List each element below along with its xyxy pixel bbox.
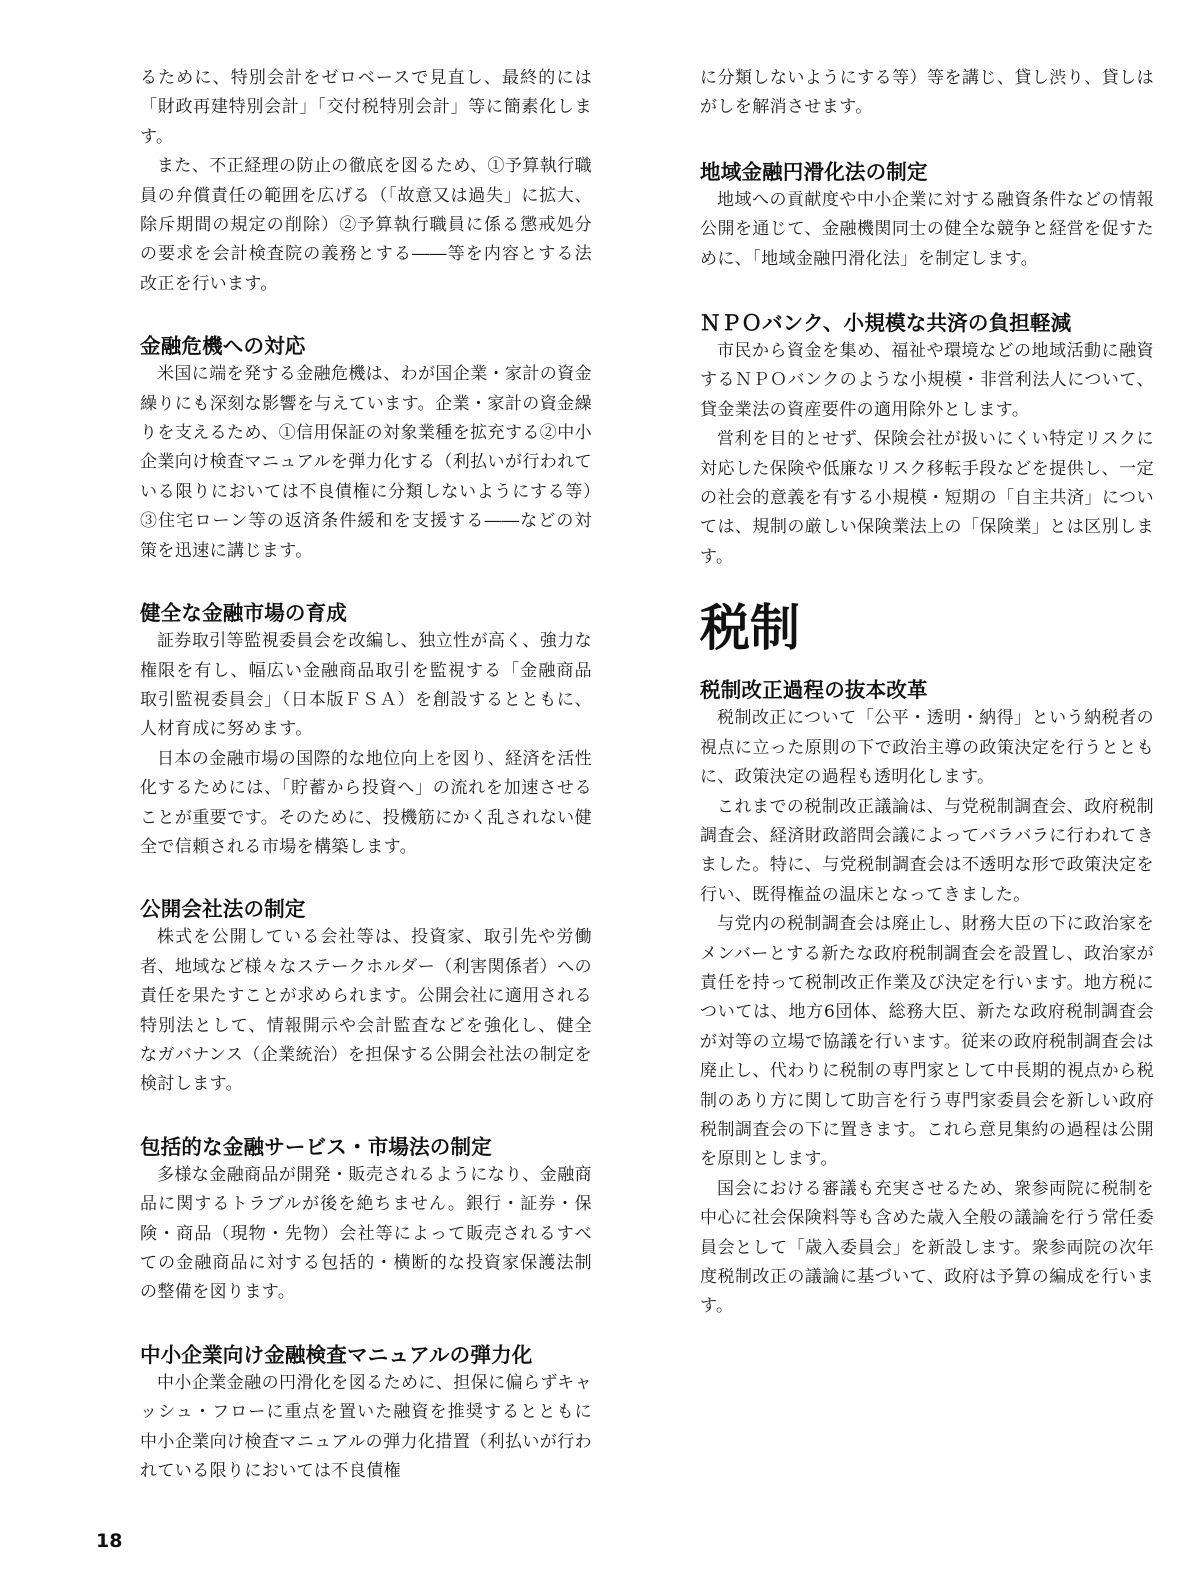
section-heading: 税制改正過程の抜本改革 [700, 678, 928, 703]
paragraph: 国会における審議も充実させるため、衆参両院に税制を中心に社会保険料等も含めた歳入全般の議論を行う常任委員会として「歳入委員会」を新設します。衆参両院の次年度税制改正の議論に基づいて、政府は予算の編成を行います。 [700, 1178, 1154, 1317]
page-number: 18 [96, 1530, 123, 1552]
paragraph: 与党内の税制調査会は廃止し、財務大臣の下に政治家をメンバーとする新たな政府税制調査会を設置し、政治家が責任を持って税制改正作業及び決定を行います。地方税については、地方6団体、総務大臣、新たな政府税制調査会が対等の立場で協議を行います。従来の政府税制調査会は廃止し、代わりに税制の専門家として中長期的視点から税制のあり方に関して助言を行う専門家委員会を新しい政府税制調査会の下に置きます。これら意見集約の過程は公開を原則とします。 [700, 914, 1154, 1170]
paragraph: 地域への貢献度や中小企業に対する融資条件などの情報公開を通じて、金融機関同士の健全な競争と経営を促すために、「地域金融円滑化法」を制定します。 [700, 189, 1154, 269]
section-heading: 包括的な金融サービス・市場法の制定 [140, 1134, 492, 1159]
paragraph: 米国に端を発する金融危機は、わが国企業・家計の資金繰りにも深刻な影響を与えています。企業・家計の資金繰りを支えるため、①信用保証の対象業種を拡充する②中小企業向け検査マニュアルを弾力化する（利払いが行われている限りにおいては不良債権に分類しないようにする等）③住宅ローン等の返済条件緩和を支援する――などの対策を迅速に講じます。 [140, 364, 592, 561]
right-column [700, 64, 1154, 1322]
paragraph: 多様な金融商品が開発・販売されるようになり、金融商品に関するトラブルが後を絶ちません。銀行・証券・保険・商品（現物・先物）会社等によって販売されるすべての金融商品に対する包括的・横断的な投資家保護法制の整備を図ります。 [140, 1164, 592, 1303]
paragraph: 中小企業金融の円滑化を図るために、担保に偏らずキャッシュ・フローに重点を置いた融資を推奨するとともに中小企業向け検査マニュアルの弾力化措置（利払いが行われている限りにおいては不良債権 [140, 1372, 592, 1482]
section-heading: 健全な金融市場の育成 [140, 601, 347, 626]
paragraph: 市民から資金を集め、福祉や環境などの地域活動に融資するＮＰＯバンクのような小規模・非営利法人について、貸金業法の資産要件の適用除外とします。 [700, 341, 1154, 420]
paragraph: 税制改正について「公平・透明・納得」という納税者の視点に立った原則の下で政治主導の政策決定を行うとともに、政策決定の過程も透明化します。 [700, 708, 1154, 788]
section-heading: ＮＰＯバンク、小規模な共済の負担軽減 [700, 311, 1072, 336]
section-heading: 地域金融円滑化法の制定 [700, 159, 928, 184]
paragraph: 株式を公開している会社等は、投資家、取引先や労働者、地域など様々なステークホルダー（利害関係者）への責任を果たすことが求められます。公開会社に適用される特別法として、情報開示や会計監査などを強化し、健全なガバナンス（企業統治）を担保する公開会社法の制定を検討します。 [140, 927, 592, 1095]
paragraph: るために、特別会計をゼロベースで見直し、最終的には「財政再建特別会計」「交付税特別会計」等に簡素化します。 [140, 68, 592, 147]
paragraph: に分類しないようにする等）等を講じ、貸し渋り、貸しはがしを解消させます。 [700, 68, 1154, 118]
paragraph: また、不正経理の防止の徹底を図るため、①予算執行職員の弁償責任の範囲を広げる（「故意又は過失」に拡大、除斥期間の規定の削除）②予算執行職員に係る懲戒処分の要求を会計検査院の義務とする――等を内容とする法改正を行います。 [140, 156, 592, 294]
section-heading: 金融危機への対応 [140, 334, 306, 359]
section-heading: 公開会社法の制定 [140, 897, 306, 922]
chapter-title: 税制 [700, 599, 800, 658]
paragraph: 日本の金融市場の国際的な地位向上を図り、経済を活性化するためには、「貯蓄から投資へ」の流れを加速させることが重要です。そのために、投機筋にかく乱されない健全で信頼される市場を構築します。 [140, 748, 592, 857]
left-column [140, 64, 592, 1486]
paragraph: これまでの税制改正議論は、与党税制調査会、政府税制調査会、経済財政諮問会議によってバラバラに行われてきました。特に、与党税制調査会は不透明な形で政策決定を行い、既得権益の温床となってきました。 [700, 796, 1154, 905]
section-heading: 中小企業向け金融検査マニュアルの弾力化 [140, 1342, 533, 1367]
paragraph: 営利を目的とせず、保険会社が扱いにくい特定リスクに対応した保険や低廉なリスク移転手段などを提供し、一定の社会的意義を有する小規模・短期の「自主共済」については、規制の厳しい保険業法上の「保険業」とは区別します。 [700, 429, 1154, 567]
paragraph: 証券取引等監視委員会を改編し、独立性が高く、強力な権限を有し、幅広い金融商品取引を監視する「金融商品取引監視委員会」（日本版ＦＳＡ）を創設するとともに、人材育成に努めます。 [140, 631, 592, 740]
